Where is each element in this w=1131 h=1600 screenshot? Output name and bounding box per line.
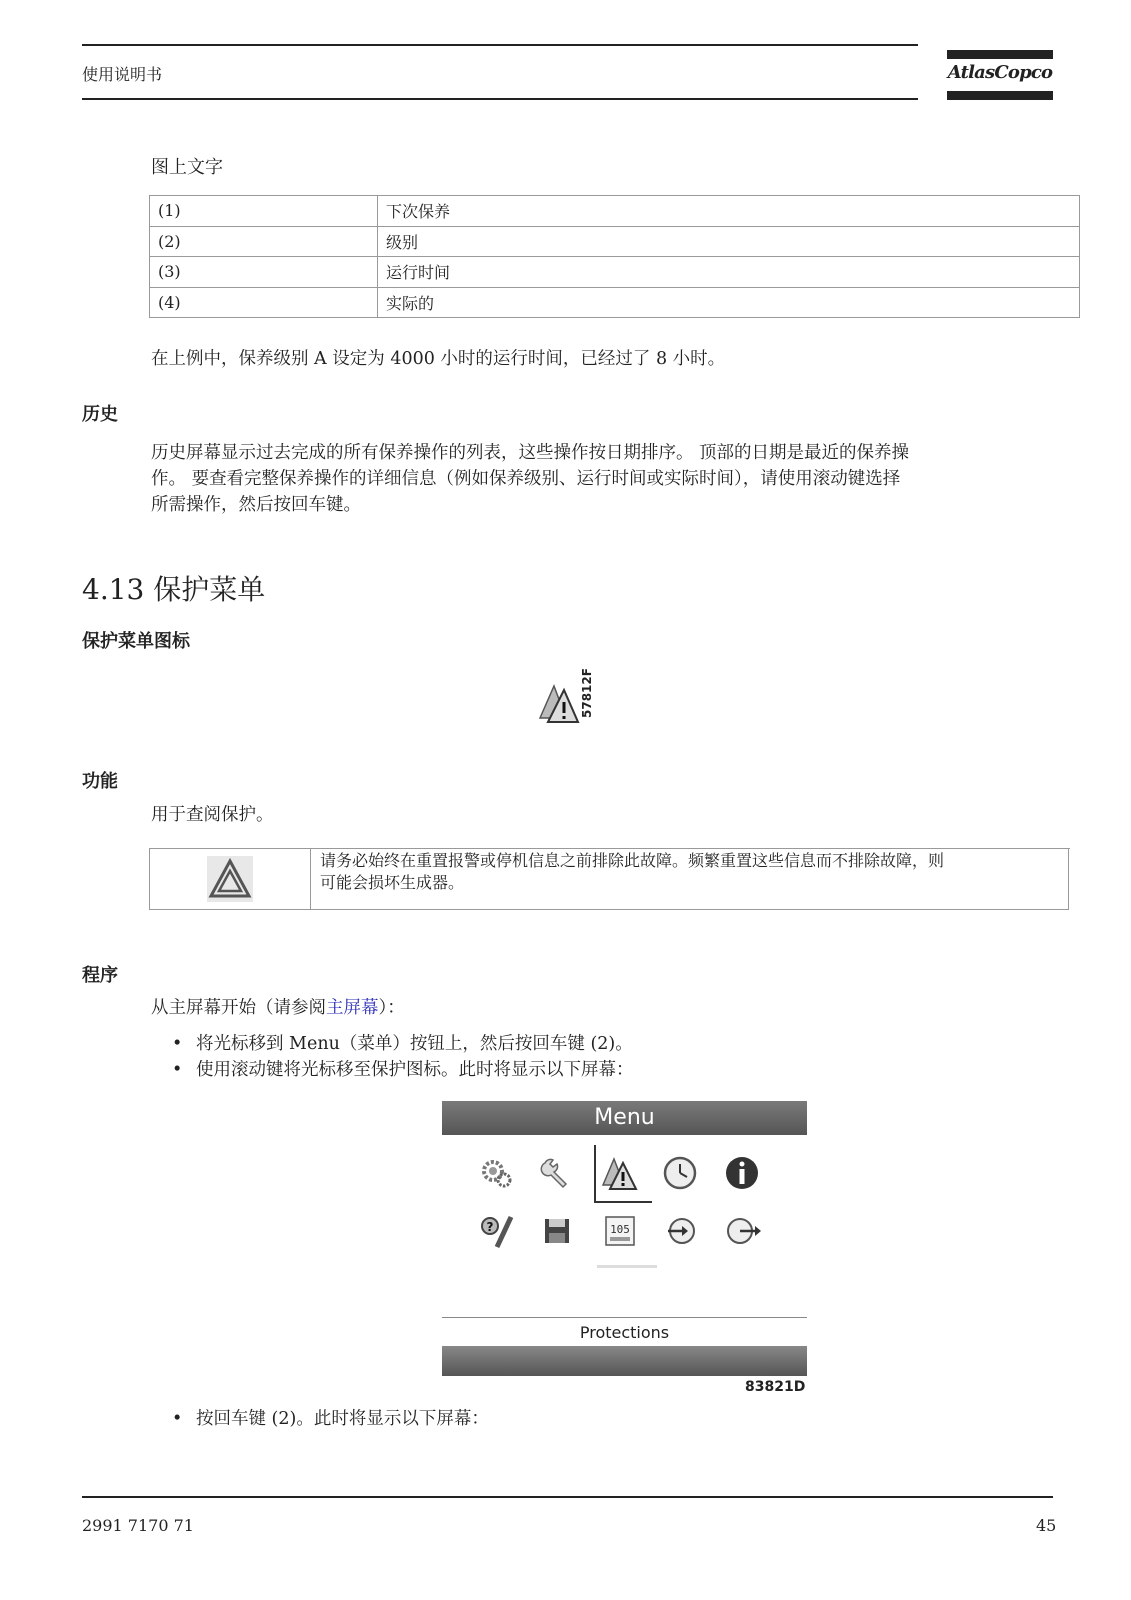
warning-triangle-icon (207, 856, 253, 902)
history-line: 历史屏幕显示过去完成的所有保养操作的列表，这些操作按日期排序。 顶部的日期是最近的保养操 (151, 443, 910, 463)
atlas-copco-logo (947, 50, 1053, 100)
example-paragraph: 在上例中，保养级别 A 设定为 4000 小时的运行时间，已经过了 8 小时。 (151, 349, 726, 369)
screen-title: Menu (442, 1101, 807, 1135)
warning-line: 可能会损坏生成器。 (320, 873, 465, 892)
warning-note (149, 848, 1069, 910)
legend-text: 实际的 (378, 287, 1080, 318)
function-heading: 功能 (82, 771, 118, 792)
history-line: 所需操作，然后按回车键。 (151, 495, 361, 515)
document-title: 使用说明书 (82, 65, 163, 84)
gears-icon[interactable] (477, 1153, 517, 1193)
legend-num: (2) (150, 226, 378, 257)
list-item: • 使用滚动键将光标移至保护图标。此时将显示以下屏幕： (172, 1057, 634, 1083)
save-icon[interactable] (537, 1211, 577, 1251)
footer-rule (82, 1496, 1053, 1498)
info-icon[interactable] (722, 1153, 762, 1193)
login-icon[interactable] (660, 1211, 700, 1251)
selected-item-label: Protections (579, 1323, 670, 1342)
table-row (150, 196, 1080, 227)
procedure-steps (172, 1031, 634, 1083)
test-icon[interactable] (477, 1211, 517, 1251)
selection-highlight (597, 1265, 657, 1268)
table-row (150, 287, 1080, 318)
intro-suffix: ）： (378, 998, 405, 1018)
screen-footer-bar (442, 1346, 807, 1376)
legend-table (149, 195, 1080, 318)
history-line: 作。 要查看完整保养操作的详细信息（例如保养级别、运行时间或实际时间），请使用滚动键选择 (151, 469, 901, 489)
protections-warning-icon[interactable] (600, 1151, 640, 1191)
page-number: 45 (1036, 1516, 1057, 1535)
procedure-intro (151, 995, 405, 1021)
intro-prefix: 从主屏幕开始（请参阅 (151, 998, 326, 1018)
icon-heading: 保护菜单图标 (82, 631, 190, 652)
icon-figure-code: 57812F (580, 668, 594, 718)
procedure-steps-final (172, 1406, 489, 1432)
wrench-icon[interactable] (537, 1153, 577, 1193)
warning-line: 请务必始终在重置报警或停机信息之前排除此故障。频繁重置这些信息而不排除故障，则 (320, 851, 945, 870)
legend-caption: 图上文字 (151, 157, 223, 178)
main-screen-link[interactable]: 主屏幕 (326, 998, 379, 1018)
legend-text: 下次保养 (378, 196, 1080, 227)
procedure-heading: 程序 (82, 965, 118, 986)
logout-icon[interactable] (722, 1211, 762, 1251)
screen-divider (442, 1317, 807, 1318)
header-bottom-rule (82, 98, 918, 100)
header-top-rule (82, 44, 918, 46)
legend-num: (3) (150, 257, 378, 288)
protections-warning-icon (536, 680, 586, 726)
legend-text: 级别 (378, 226, 1080, 257)
history-heading: 历史 (82, 404, 118, 425)
function-text: 用于查阅保护。 (151, 805, 274, 825)
section-title: 4.13 保护菜单 (82, 573, 266, 606)
table-row (150, 257, 1080, 288)
counter-icon[interactable] (600, 1211, 640, 1251)
list-item: • 将光标移到 Menu（菜单）按钮上，然后按回车键 (2)。 (172, 1031, 634, 1057)
legend-num: (1) (150, 196, 378, 227)
svg-text:?: ? (486, 1220, 494, 1234)
figure-code: 83821D (745, 1379, 806, 1395)
document-number: 2991 7170 71 (82, 1516, 194, 1535)
clock-icon[interactable] (660, 1153, 700, 1193)
legend-text: 运行时间 (378, 257, 1080, 288)
table-row (150, 226, 1080, 257)
legend-num: (4) (150, 287, 378, 318)
logo-text: AtlasCopco (947, 62, 1053, 83)
list-item: • 按回车键 (2)。此时将显示以下屏幕： (172, 1406, 489, 1432)
warning-text (320, 850, 1060, 894)
svg-text:105: 105 (610, 1223, 630, 1236)
controller-menu-screen (442, 1101, 807, 1376)
menu-icon-grid (442, 1135, 807, 1325)
